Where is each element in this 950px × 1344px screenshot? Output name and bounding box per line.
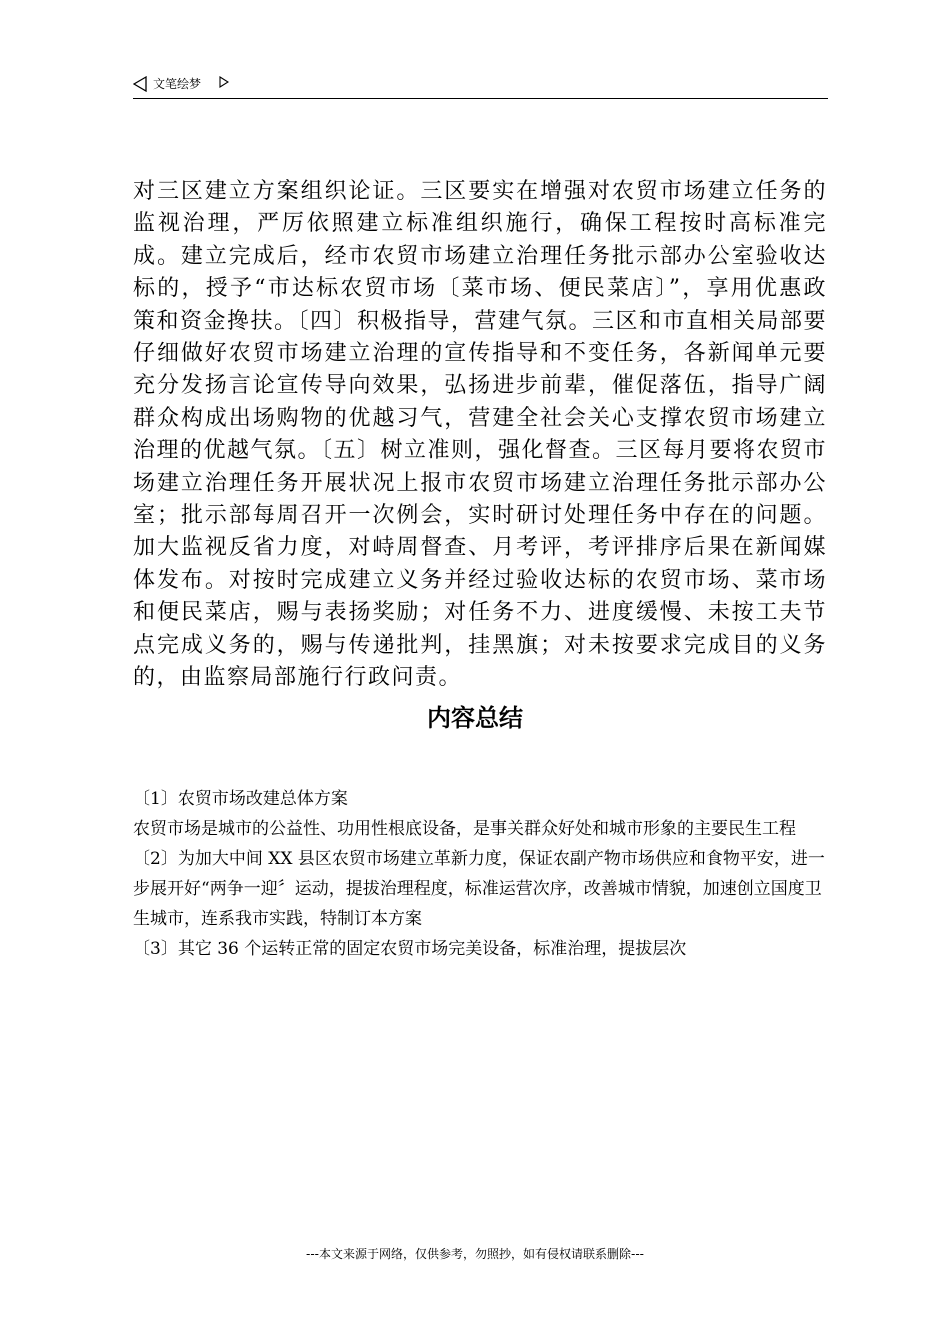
page-header xyxy=(133,74,828,99)
summary-list xyxy=(133,784,833,964)
triangle-left-outline-icon xyxy=(133,76,147,92)
body-paragraph: 对三区建立方案组织论证。三区要实在增强对农贸市场建立任务的监视治理，严厉依照建立标准组织施行，确保工程按时高标准完成。建立完成后，经市农贸市场建立治理任务批示部办公室验收达标的，授予“市达标农贸市场〔菜市场、便民菜店〕”，享用优惠政策和资金搀扶。〔四〕积极指导，营建气氛。三区和市直相关局部要仔细做好农贸市场建立治理的宣传指导和不变任务，各新闻单元要充分发扬言论宣传导向效果，弘扬进步前辈，催促落伍，指导广阔群众构成出场购物的优越习气，营建全社会关心支撑农贸市场建立治理的优越气氛。〔五〕树立准则，强化督查。三区每月要将农贸市场建立治理任务开展状况上报市农贸市场建立治理任务批示部办公室；批示部每周召开一次例会，实时研讨处理任务中存在的问题。加大监视反省力度，对峙周督查、月考评，考评排序后果在新闻媒体发布。对按时完成建立义务并经过验收达标的农贸市场、菜市场和便民菜店，赐与表扬奖励；对任务不力、进度缓慢、未按工夫节点完成义务的，赐与传递批判，挂黑旗；对未按要求完成目的义务的，由监察局部施行行政问责。 xyxy=(133,179,828,691)
summary-line: 〔3〕其它 36 个运转正常的固定农贸市场完美设备，标准治理，提拔层次 xyxy=(133,939,687,959)
header-brand: 文笔绘梦 xyxy=(153,77,202,91)
summary-line: 〔1〕农贸市场改建总体方案 xyxy=(133,789,348,809)
summary-title: 内容总结 xyxy=(427,703,523,732)
summary-line: 农贸市场是城市的公益性、功用性根底设备，是事关群众好处和城市形象的主要民生工程 xyxy=(133,819,796,839)
triangle-right-outline-icon xyxy=(219,76,229,88)
footer-notice: ---本文来源于网络，仅供参考，勿照抄，如有侵权请联系删除--- xyxy=(306,1247,644,1261)
summary-line: 〔2〕为加大中间 XX 县区农贸市场建立革新力度，保证农副产物市场供应和食物平安，进一步展开好“两争一迎〞运动，提拔治理程度，标准运营次序，改善城市情貌，加速创立国度卫生城市，连系我市实践，特制订本方案 xyxy=(133,849,825,929)
